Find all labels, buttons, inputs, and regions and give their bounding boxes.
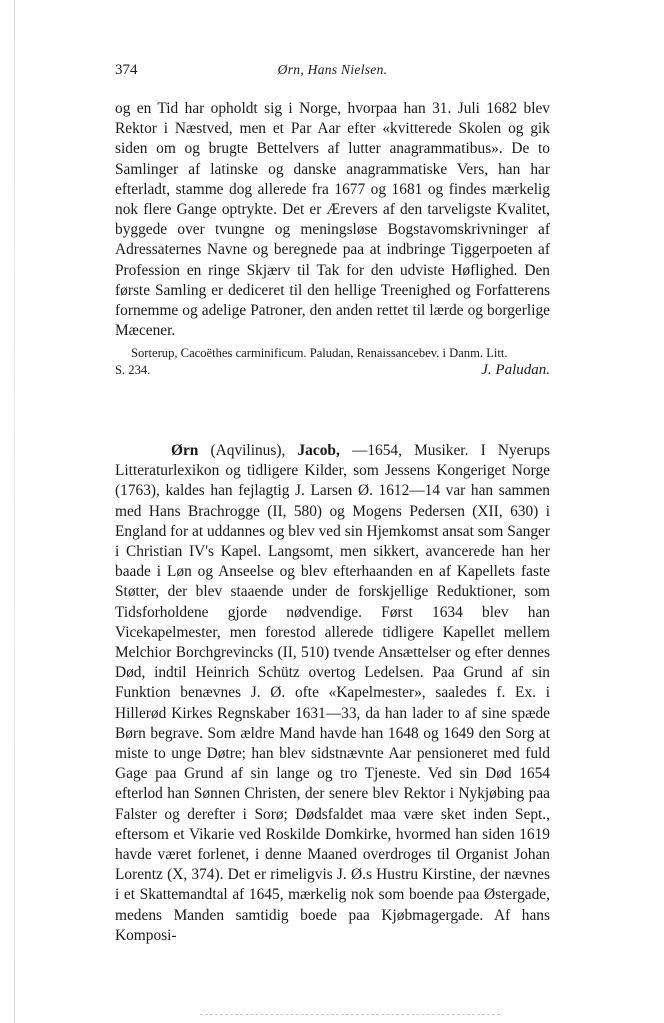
paragraph-continuation: og en Tid har opholdt sig i Norge, hvorpaa han 31. Juli 1682 blev Rektor i Næstved, men et Par Aar efter «kvitterede Skolen og gik siden om og brugte Bettelvers af lutter anagrammatibus». De to Samlinger af latinske og danske anagrammatiske Vers, han har efterladt, stamme dog allerede fra 1677 og 1681 og findes mærkelig nok flere Gange optrykte. Det er Ærevers af den tarveligste Kvalitet, byggede over tvungne og meningsløse Bogstavomskrivninger af Adressaternes Navne og beregnede paa at indbringe Tiggerpoeten af Profession en ringe Skjærv til Tak for den udviste Høflighed. Den første Samling er dediceret til den hellige Treenighed og Forfatterens fornemme og adelige Patroner, den anden rettet til lærde og borgerlige Mæcener.	[115, 100, 550, 340]
references-line-2	[115, 362, 550, 379]
references-line	[115, 345, 550, 362]
page-header	[115, 60, 550, 86]
author-signature: J. Paludan.	[481, 362, 550, 378]
entry-text: —1654, Musiker. I Nyerups Litteraturlexikon og tidligere Kilder, som Jessens Kongeriget Norge (1763), kaldes han fejlagtig J. Larsen Ø. 1612—14 var han sammen med Hans Brachrogge (II, 580) og Mogens Pedersen (XII, 630) i England for at uddannes og blev ved sin Hjemkomst ansat som Sanger i Christian IV's Kapel. Langsomt, men sikkert, avancerede han her baade i Løn og Anseelse og blev efterhaanden en af Kapellets faste Støtter, der blev staaende under de forskjellige Reduktioner, som Tidsforholdene gjorde nødvendige. Først 1634 blev han Vicekapelmester, men forestod allerede tidligere Kapellet mellem Melchior Borchgrevincks (II, 510) tvende Ansættelser og efter dennes Død, indtil Heinrich Schütz overtog Ledelsen. Paa Grund af sin Funktion benævnes J. Ø. ofte «Kapelmester», saaledes f. Ex. i Hillerød Kirkes Regnskaber 1631—33, da han lader to af sine spæde Børn begrave. Som ældre Mand havde han 1648 og 1649 den Sorg at miste to unge Døtre; han blev sidstnævnte Aar pensioneret med fuld Gage paa Grund af sin lange og tro Tjeneste. Ved sin Død 1654 efterlod han Sønnen Christen, der senere blev Rektor i Nykjøbing paa Falster og derefter i Sorø; Dødsfaldet maa være sket inden Sept., eftersom et Vikarie ved Roskilde Domkirke, hvormed han siden 1619 havde været forlenet, i denne Maaned overdroges til Organist Johan Lorentz (X, 374). Det er rimeligvis J. Ø.s Hustru Kirstine, der nævnes i et Skattemandtal af 1645, mærkelig nok som boende paa Østergade, medens Manden samtidig boede paa Kjøbmagergade. Af hans Komposi-	[115, 442, 550, 944]
entry-paragraph	[115, 441, 550, 946]
page-edge	[14, 0, 15, 1023]
entry-surname: Ørn	[171, 442, 199, 459]
references-page: S. 234.	[115, 363, 151, 377]
entry-given-name: Jacob,	[297, 442, 340, 459]
page-bottom-rule	[200, 1014, 500, 1015]
references-text: Sorterup, Cacoëthes carminificum. Paludan, Renaissancebev. i Danm. Litt.	[131, 346, 508, 360]
running-head: Ørn, Hans Nielsen.	[277, 62, 388, 77]
page-number: 374	[115, 62, 138, 78]
entry-latin-name: (Aqvilinus),	[198, 442, 298, 459]
